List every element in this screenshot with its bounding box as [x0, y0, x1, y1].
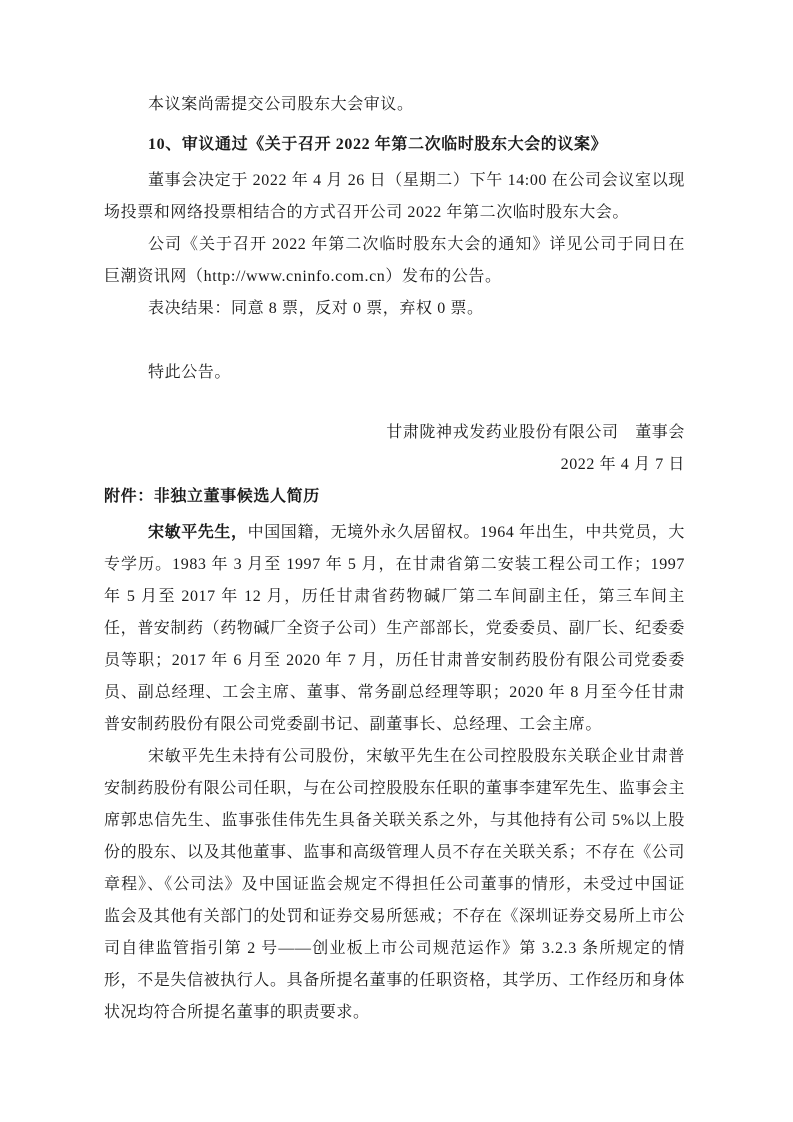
- attachment-heading: 附件：非独立董事候选人简历: [104, 488, 320, 505]
- signature-date: 2022 年 4 月 7 日: [560, 456, 685, 473]
- para-submit-to-shareholders: 本议案尚需提交公司股东大会审议。: [148, 96, 414, 113]
- para-meeting-decision: 董事会决定于 2022 年 4 月 26 日（星期二）下午 14:00 在公司会议室以现场投票和网络投票相结合的方式召开公司 2022 年第二次临时股东大会。: [104, 172, 685, 221]
- para-hereby-announce: 特此公告。: [148, 364, 232, 381]
- para-vote-result: 表决结果：同意 8 票，反对 0 票，弃权 0 票。: [148, 300, 484, 317]
- signature-company: 甘肃陇神戎发药业股份有限公司 董事会: [386, 424, 685, 441]
- bio-candidate-text: 中国国籍，无境外永久居留权。1964 年出生，中共党员，大专学历。1983 年 3 月至 1997 年 5 月，在甘肃省第二安装工程公司工作；1997 年 5 月至 2017 年 12 月，历任甘肃省药物碱厂第二车间副主任，第三车间主任，普安制药（药物碱厂全资子公司）生产部部长，党委委员、副厂长、纪委委员等职；2017 年 6 月至 2020 年 7 月，历任甘肃普安制药股份有限公司党委委员、副总经理、工会主席、董事、常务副总经理等职；2020 年 8 月至今任甘肃普安制药股份有限公司党委副书记、副董事长、总经理、工会主席。: [104, 524, 686, 733]
- para-notice-publication: 公司《关于召开 2022 年第二次临时股东大会的通知》详见公司于同日在巨潮资讯网（http://www.cninfo.com.cn）发布的公告。: [104, 236, 685, 285]
- heading-item-10: 10、审议通过《关于召开 2022 年第二次临时股东大会的议案》: [148, 136, 608, 153]
- bio-candidate-name: 宋敏平先生，: [148, 524, 248, 541]
- para-relationship-disclosure: 宋敏平先生未持有公司股份，宋敏平先生在公司控股股东关联企业甘肃普安制药股份有限公司任职，与在公司控股股东任职的董事李建军先生、监事会主席郭忠信先生、监事张佳伟先生具备关联关系之外，与其他持有公司 5%以上股份的股东、以及其他董事、监事和高级管理人员不存在关联关系；不存在《公司章程》、《公司法》及中国证监会规定不得担任公司董事的情形，未受过中国证监会及其他有关部门的处罚和证券交易所惩戒；不存在《深圳证券交易所上市公司自律监管指引第 2 号——创业板上市公司规范运作》第 3.2.3 条所规定的情形，不是失信被执行人。具备所提名董事的任职资格，其学历、工作经历和身体状况均符合所提名董事的职责要求。: [104, 748, 686, 1021]
- para-candidate-bio: [104, 517, 685, 741]
